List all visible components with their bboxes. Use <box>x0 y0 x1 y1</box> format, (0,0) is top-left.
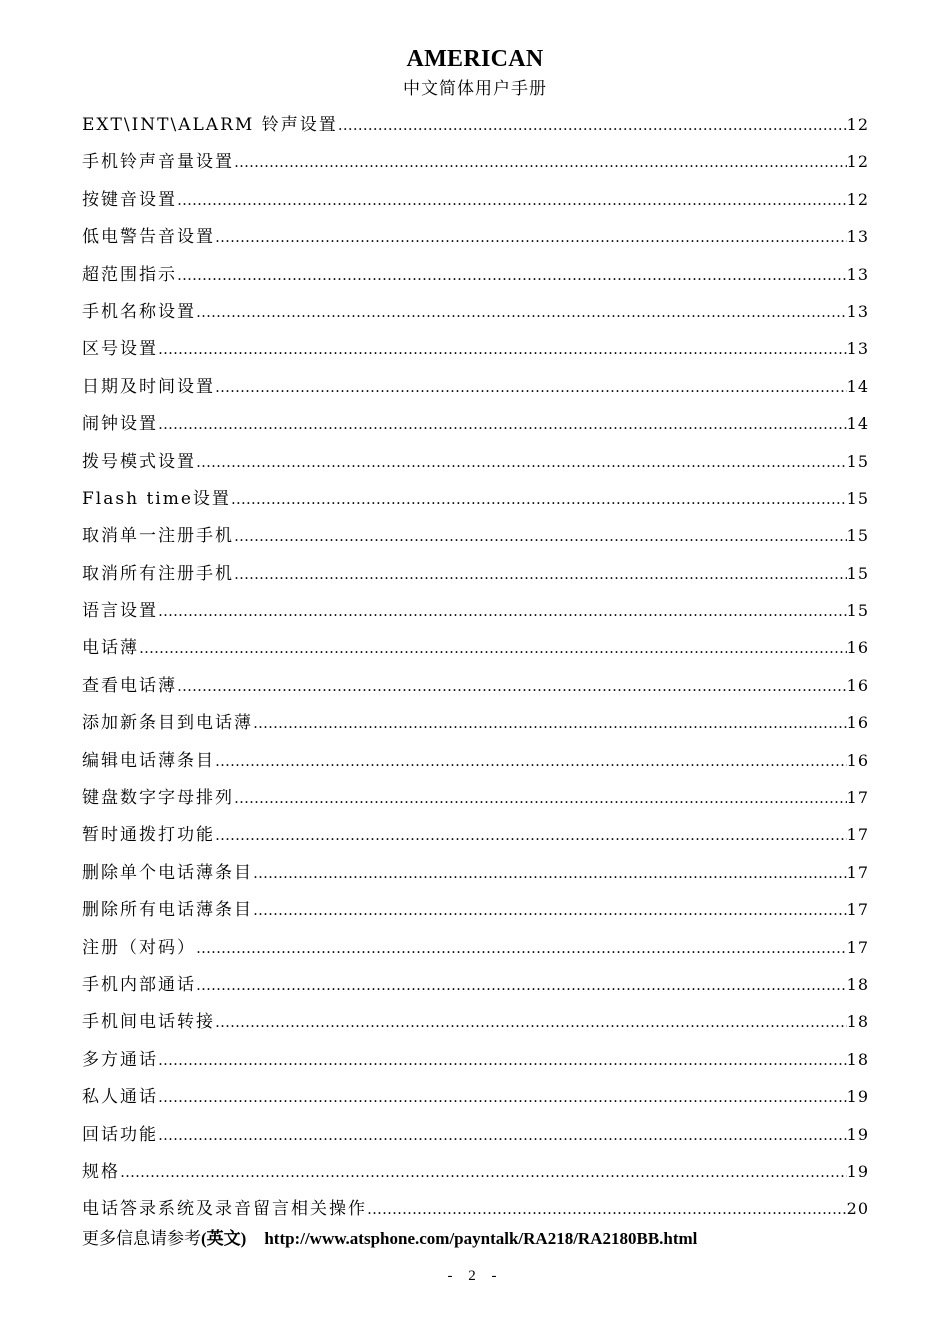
toc-dot-leader <box>215 374 847 400</box>
toc-entry <box>82 1122 869 1159</box>
toc-entry-label: 电话薄 <box>82 638 139 659</box>
toc-entry-page: 15 <box>846 601 869 621</box>
toc-entry-page: 18 <box>846 1012 869 1032</box>
toc-entry <box>82 224 869 261</box>
toc-entry <box>82 449 869 486</box>
more-info-url[interactable]: http://www.atsphone.com/payntalk/RA218/RA2180BB.html <box>264 1229 698 1248</box>
toc-entry-page: 20 <box>846 1199 869 1219</box>
toc-entry-label: 日期及时间设置 <box>82 376 215 397</box>
toc-entry-page: 12 <box>846 152 869 172</box>
toc-entry-label: 手机内部通话 <box>82 974 196 995</box>
toc-entry-label: 删除所有电话薄条目 <box>82 900 253 921</box>
toc-entry <box>82 935 869 972</box>
toc-entry-page: 13 <box>846 264 869 284</box>
toc-dot-leader <box>177 262 847 288</box>
toc-entry-label: 闹钟设置 <box>82 414 158 435</box>
toc-entry <box>82 486 869 523</box>
toc-entry <box>82 112 869 149</box>
toc-dot-leader <box>234 523 847 549</box>
toc-dot-leader <box>215 224 847 250</box>
toc-entry-page: 16 <box>846 750 869 770</box>
toc-entry <box>82 1047 869 1084</box>
toc-entry-label: 添加新条目到电话薄 <box>82 713 253 734</box>
toc-dot-leader <box>215 748 847 774</box>
toc-entry <box>82 187 869 224</box>
toc-entry-page: 15 <box>846 526 869 546</box>
toc-entry-label: 暂时通拨打功能 <box>82 825 215 846</box>
toc-entry <box>82 411 869 448</box>
document-title: AMERICAN <box>406 46 544 72</box>
toc-entry-page: 14 <box>846 376 869 396</box>
toc-dot-leader <box>253 860 847 886</box>
toc-entry-label: 区号设置 <box>82 339 158 360</box>
toc-dot-leader <box>158 336 847 362</box>
toc-entry-label: 取消单一注册手机 <box>82 526 234 547</box>
toc-entry-label: 电话答录系统及录音留言相关操作 <box>82 1199 367 1220</box>
toc-entry-label: 多方通话 <box>82 1049 158 1070</box>
toc-dot-leader <box>177 187 847 213</box>
toc-entry-label: 删除单个电话薄条目 <box>82 862 253 883</box>
toc-entry <box>82 149 869 186</box>
toc-entry <box>82 785 869 822</box>
toc-entry <box>82 561 869 598</box>
toc-entry-label: 拨号模式设置 <box>82 451 196 472</box>
table-of-contents <box>82 112 869 1234</box>
toc-dot-leader <box>338 112 847 138</box>
toc-entry <box>82 299 869 336</box>
toc-entry-page: 16 <box>846 638 869 658</box>
toc-entry-label: 手机名称设置 <box>82 301 196 322</box>
more-info-language: (英文) <box>201 1229 247 1248</box>
toc-entry <box>82 673 869 710</box>
toc-entry-page: 13 <box>846 227 869 247</box>
toc-dot-leader <box>158 1084 847 1110</box>
page-number-footer: - 2 - <box>447 1268 503 1284</box>
toc-entry <box>82 822 869 859</box>
toc-dot-leader <box>253 897 847 923</box>
toc-entry-label: 查看电话薄 <box>82 675 177 696</box>
more-info-prefix: 更多信息请参考 <box>82 1229 201 1249</box>
toc-dot-leader <box>215 1009 847 1035</box>
toc-entry-page: 17 <box>846 788 869 808</box>
toc-entry-page: 12 <box>846 189 869 209</box>
toc-entry <box>82 635 869 672</box>
toc-entry-page: 19 <box>846 1124 869 1144</box>
toc-entry-page: 13 <box>846 301 869 321</box>
toc-entry-page: 18 <box>846 1049 869 1069</box>
toc-entry-page: 18 <box>846 974 869 994</box>
toc-dot-leader <box>196 449 847 475</box>
toc-entry-page: 15 <box>846 451 869 471</box>
toc-entry <box>82 1009 869 1046</box>
more-info-line <box>82 1226 882 1252</box>
toc-entry-label: 超范围指示 <box>82 264 177 285</box>
toc-entry <box>82 598 869 635</box>
toc-dot-leader <box>158 1122 847 1148</box>
toc-dot-leader <box>231 486 847 512</box>
toc-entry-page: 17 <box>846 937 869 957</box>
toc-entry-label: 取消所有注册手机 <box>82 563 234 584</box>
toc-entry <box>82 748 869 785</box>
toc-entry-label: 回话功能 <box>82 1124 158 1145</box>
toc-entry-label: 按键音设置 <box>82 189 177 210</box>
toc-entry-page: 19 <box>846 1087 869 1107</box>
toc-entry-label: 规格 <box>82 1161 120 1182</box>
toc-dot-leader <box>139 635 847 661</box>
toc-dot-leader <box>234 561 847 587</box>
toc-entry-label: Flash time设置 <box>82 488 231 509</box>
toc-dot-leader <box>158 598 847 624</box>
toc-dot-leader <box>196 935 847 961</box>
toc-dot-leader <box>177 673 847 699</box>
toc-entry-page: 15 <box>846 563 869 583</box>
toc-entry <box>82 1159 869 1196</box>
toc-entry-page: 17 <box>846 862 869 882</box>
toc-entry <box>82 262 869 299</box>
toc-entry-page: 19 <box>846 1161 869 1181</box>
toc-entry <box>82 710 869 747</box>
toc-entry-page: 17 <box>846 825 869 845</box>
toc-entry-label: 键盘数字字母排列 <box>82 788 234 809</box>
toc-dot-leader <box>158 1047 847 1073</box>
toc-entry <box>82 1084 869 1121</box>
toc-entry-page: 16 <box>846 713 869 733</box>
toc-dot-leader <box>253 710 847 736</box>
toc-entry-page: 13 <box>846 339 869 359</box>
toc-dot-leader <box>158 411 847 437</box>
toc-entry-page: 14 <box>846 414 869 434</box>
toc-entry-label: 手机间电话转接 <box>82 1012 215 1033</box>
toc-entry-label: 注册（对码） <box>82 937 196 958</box>
toc-dot-leader <box>215 822 847 848</box>
toc-entry-page: 12 <box>846 115 869 134</box>
toc-entry-label: EXT\INT\ALARM 铃声设置 <box>82 115 338 135</box>
toc-dot-leader <box>234 785 847 811</box>
toc-entry <box>82 374 869 411</box>
toc-dot-leader <box>367 1196 847 1222</box>
toc-entry-page: 16 <box>846 675 869 695</box>
toc-entry <box>82 897 869 934</box>
toc-entry-label: 语言设置 <box>82 601 158 622</box>
toc-entry <box>82 336 869 373</box>
toc-dot-leader <box>234 149 847 175</box>
toc-entry-label: 编辑电话薄条目 <box>82 750 215 771</box>
toc-entry-page: 17 <box>846 900 869 920</box>
toc-entry-page: 15 <box>846 488 869 508</box>
toc-entry-label: 低电警告音设置 <box>82 227 215 248</box>
toc-dot-leader <box>196 299 847 325</box>
document-subtitle: 中文简体用户手册 <box>403 79 547 99</box>
toc-dot-leader <box>120 1159 847 1185</box>
toc-entry <box>82 523 869 560</box>
toc-entry <box>82 972 869 1009</box>
toc-entry-label: 手机铃声音量设置 <box>82 152 234 173</box>
toc-dot-leader <box>196 972 847 998</box>
toc-entry-label: 私人通话 <box>82 1087 158 1108</box>
toc-entry <box>82 860 869 897</box>
